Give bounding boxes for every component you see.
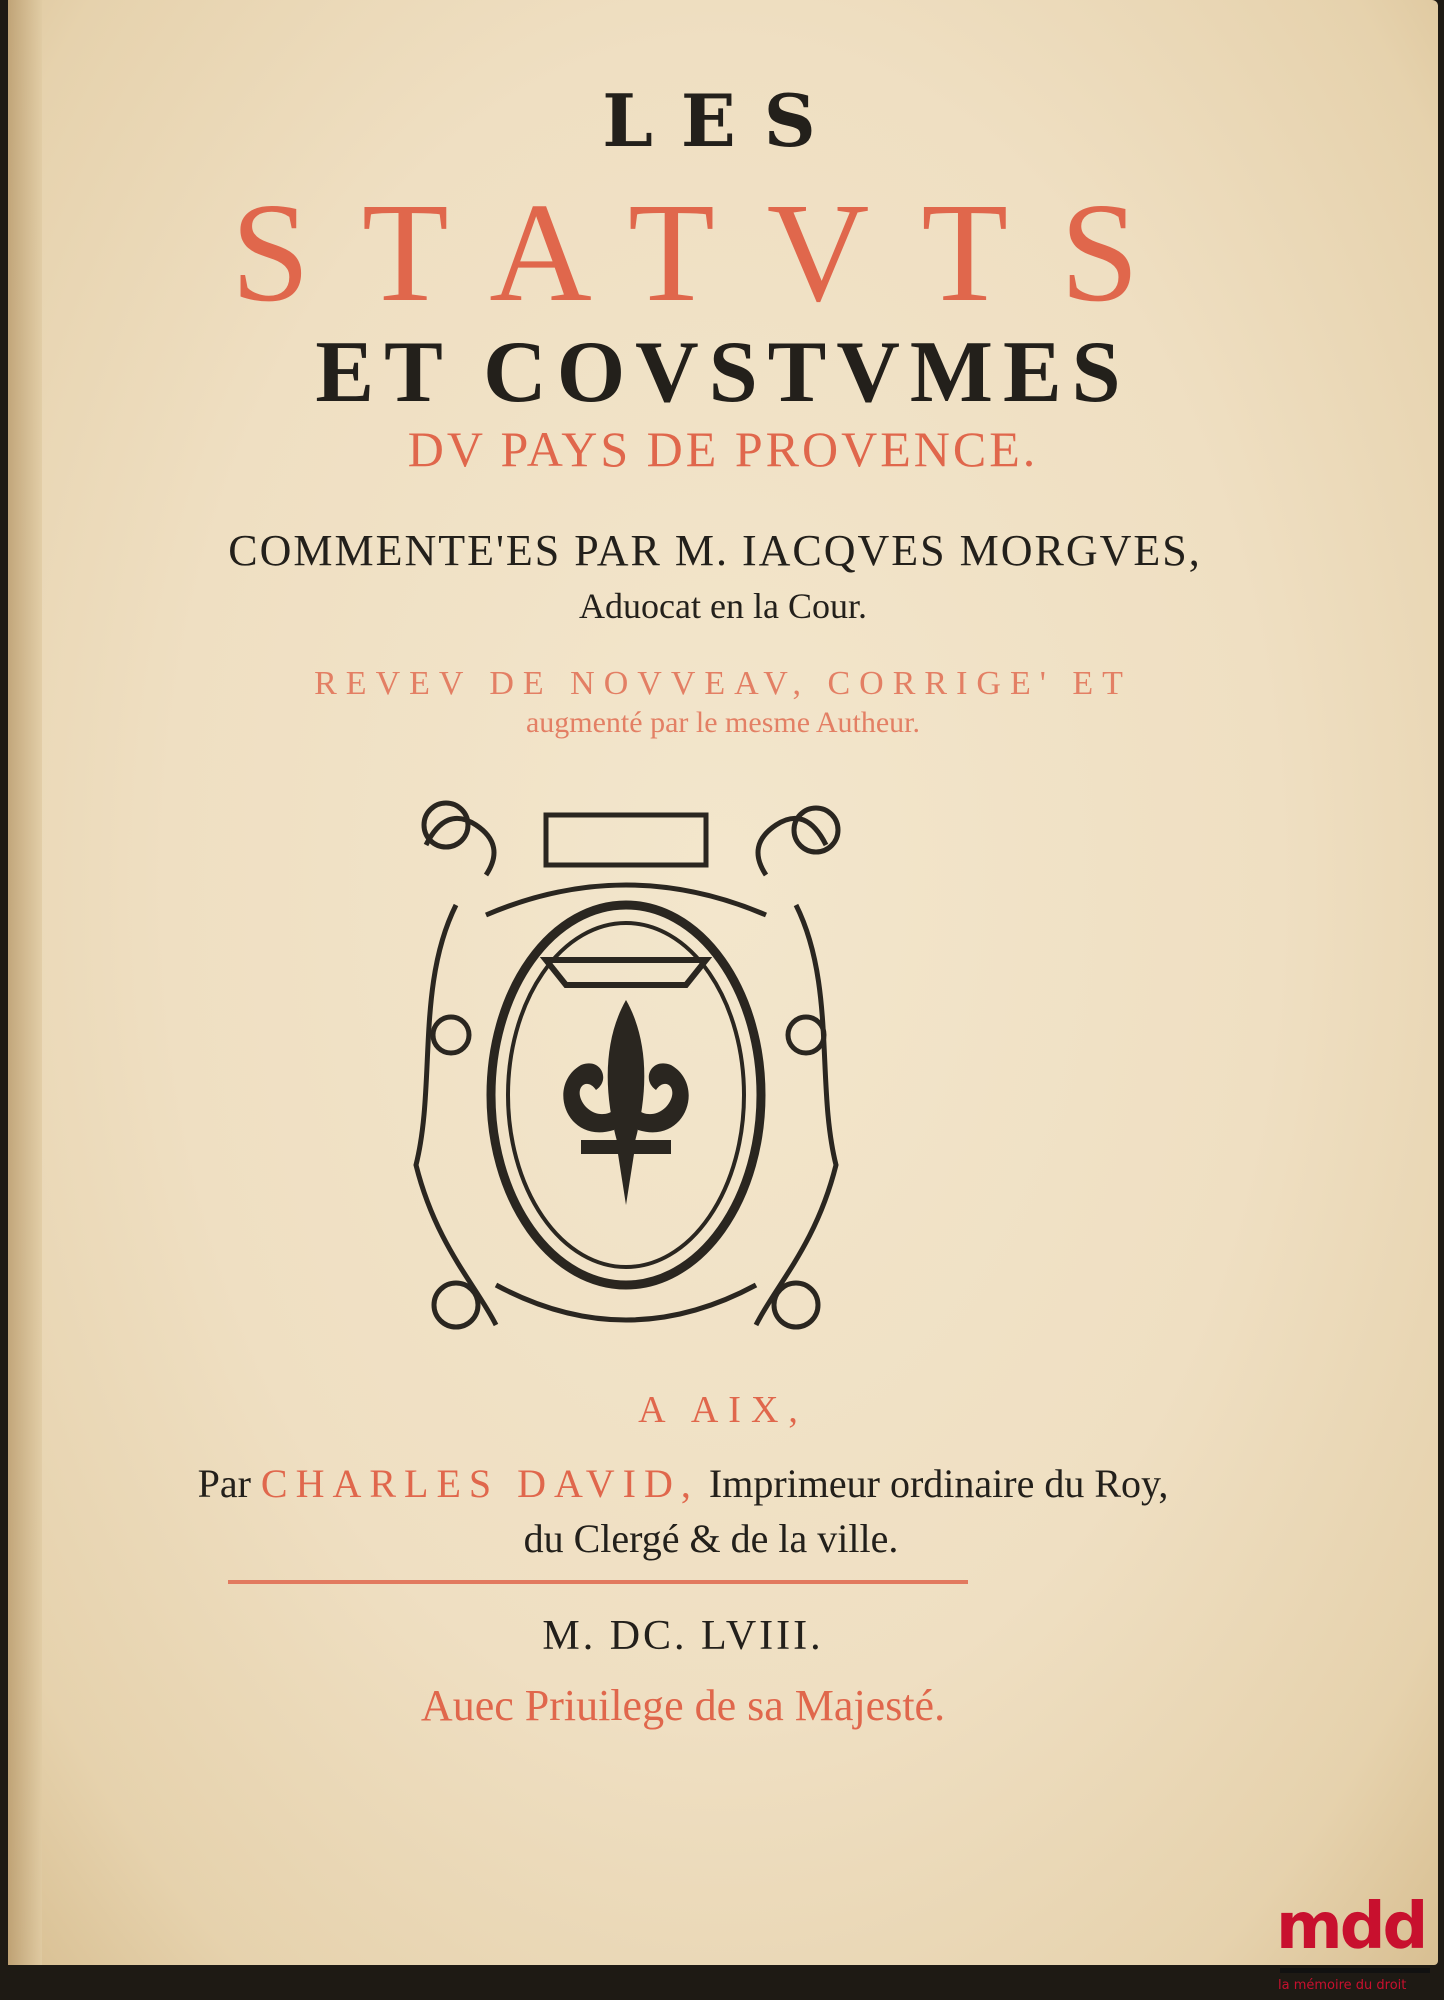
- edition-line: REVEV DE NOVVEAV, CORRIGE' ET: [314, 665, 1132, 702]
- author-title: Aduocat en la Cour.: [579, 586, 867, 626]
- printer-device-fleur-de-lis-icon: [396, 785, 856, 1355]
- author-line: COMMENTE'ES PAR M. IACQVES MORGVES,: [228, 526, 1202, 575]
- logo-bar: [1280, 1968, 1430, 1973]
- book-title-page: [8, 0, 1438, 1965]
- printer-title: Imprimeur ordinaire du Roy,: [708, 1461, 1169, 1506]
- edition-line-2: augmenté par le mesme Autheur.: [525, 706, 921, 739]
- title-statuts: STATVTS: [230, 173, 1192, 331]
- printer-name: CHARLES DAVID,: [260, 1461, 699, 1506]
- title-pays: DV PAYS DE PROVENCE.: [407, 421, 1039, 477]
- publication-date: M. DC. LVIII.: [542, 1613, 824, 1659]
- printer-line: [0, 1460, 1398, 1507]
- title-les: LES: [602, 78, 844, 163]
- place-aix: A AIX,: [638, 1389, 808, 1431]
- mdd-watermark-logo: [1276, 1890, 1436, 2000]
- privilege-line: Auec Priuilege de sa Majesté.: [420, 1681, 946, 1730]
- printer-prefix: Par: [197, 1461, 251, 1506]
- logo-wordmark: mdd: [1276, 1890, 1426, 1964]
- divider-rule: [228, 1580, 968, 1584]
- logo-tagline: la mémoire du droit: [1278, 1978, 1407, 1993]
- title-coustumes: ET COVSTVMES: [315, 324, 1131, 421]
- printer-line-2: du Clergé & de la ville.: [523, 1516, 899, 1561]
